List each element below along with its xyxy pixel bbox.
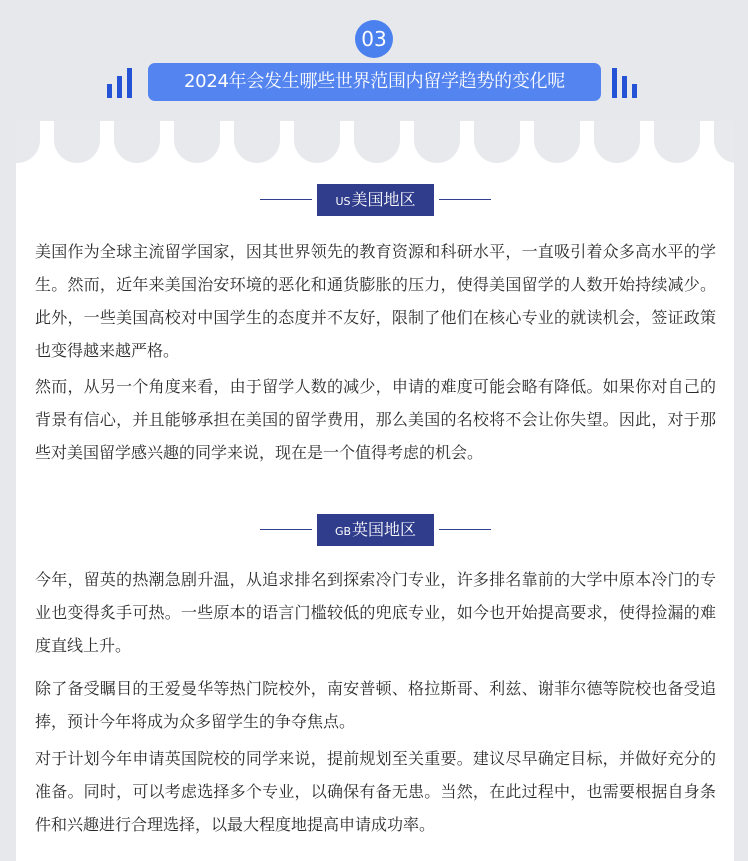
paragraph-gb-3: 对于计划今年申请英国院校的同学来说，提前规划至关重要。建议尽早确定目标，并做好充分的准备。同时，可以考虑选择多个专业，以确保有备无患。当然，在此过程中，也需要根据自身条件和兴趣进行合理选择，以最大程度地提高申请成功率。: [35, 749, 716, 834]
paragraph-us-1: 美国作为全球主流留学国家，因其世界领先的教育资源和科研水平，一直吸引着众多高水平的学生。然而，近年来美国治安环境的恶化和通货膨胀的压力，使得美国留学的人数开始持续减少。此外，一些美国高校对中国学生的态度并不友好，限制了他们在核心专业的就读机会，签证政策也变得越来越严格。: [35, 242, 716, 360]
flag-code-gb: GB: [334, 525, 352, 538]
section-tag-us: [317, 184, 434, 216]
section-header-gb: [16, 514, 734, 546]
flag-code-us: US: [335, 195, 351, 208]
scallop-border: [16, 121, 734, 165]
bar-chart-icon-right: [612, 66, 637, 98]
section-heading: 2024年会发生哪些世界范围内留学趋势的变化呢: [148, 63, 601, 101]
section-header-us: [16, 184, 734, 216]
section-tag-gb: [317, 514, 434, 546]
bar-chart-icon-left: [107, 66, 132, 98]
paragraph-gb-2: 除了备受瞩目的王爱曼华等热门院校外，南安普顿、格拉斯哥、利兹、谢菲尔德等院校也备受追捧，预计今年将成为众多留学生的争夺焦点。: [35, 679, 716, 731]
paragraph-us-2: 然而，从另一个角度来看，由于留学人数的减少，申请的难度可能会略有降低。如果你对自己的背景有信心，并且能够承担在美国的留学费用，那么美国的名校将不会让你失望。因此，对于那些对美国留学感兴趣的同学来说，现在是一个值得考虑的机会。: [35, 377, 716, 462]
content-card: [16, 121, 734, 861]
section-number-badge: 03: [355, 20, 393, 58]
section-title-gb: 英国地区: [352, 520, 417, 539]
paragraph-gb-1: 今年，留英的热潮急剧升温，从追求排名到探索冷门专业，许多排名靠前的大学中原本冷门的专业也变得炙手可热。一些原本的语言门槛较低的兜底专业，如今也开始提高要求，使得捡漏的难度直线上升。: [35, 570, 716, 655]
section-title-us: 美国地区: [351, 190, 416, 209]
